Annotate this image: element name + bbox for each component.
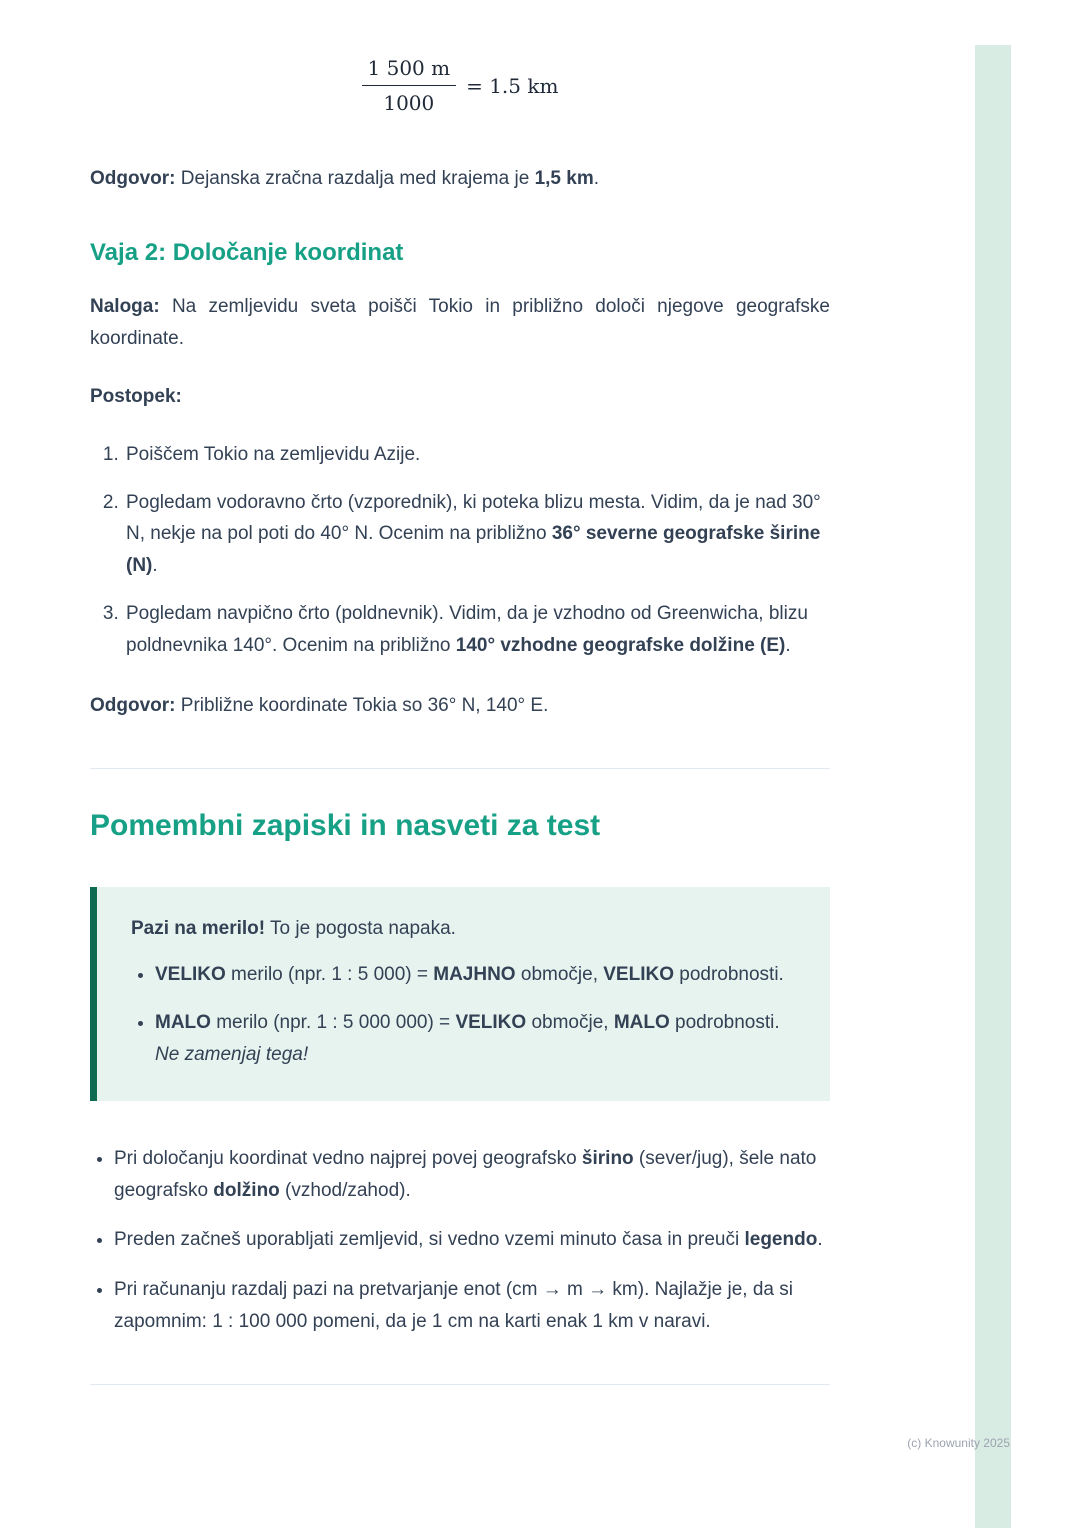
callout-bullet-small-scale: • MALO merilo (npr. 1 : 5 000 000) = VELIKO območje, MALO podrobnosti. Ne zamenjaj tega! [155,1007,800,1071]
exercise-2-task: Naloga: Na zemljevidu sveta poišči Tokio in približno določi njegove geografske koordinate. [90,295,830,349]
section-divider-top [90,768,830,769]
tips-list [90,1143,830,1339]
formula-result: = 1.5 km [466,73,559,98]
fraction-numerator: 1 500 m [362,56,457,86]
answer-paragraph-1: Odgovor: Dejanska zračna razdalja med krajema je 1,5 km. [90,168,599,189]
procedure-steps-list [90,439,830,662]
callout-bullet-large-scale: • VELIKO merilo (npr. 1 : 5 000) = MAJHNO območje, VELIKO podrobnosti. [155,959,800,991]
exercise-2-heading: Vaja 2: Določanje koordinat [90,238,404,266]
procedure-label: Postopek: [90,385,182,407]
copyright-footer: (c) Knowunity 2025 [907,1436,1010,1450]
scale-warning-callout [90,887,830,1101]
fraction [362,56,457,115]
answer-paragraph-2: Odgovor: Približne koordinate Tokia so 36° N, 140° E. [90,695,549,717]
section-divider-bottom [90,1384,830,1385]
formula-row [362,56,559,115]
callout-bullets-list [131,959,800,1071]
tip-unit-conversion: • Pri računanju razdalj pazi na pretvarjanje enot (cm → m → km). Najlažje je, da si zapomnim: 1 : 100 000 pomeni, da je 1 cm na karti enak 1 km v naravi. [114,1274,830,1338]
tip-legend: • Preden začneš uporabljati zemljevid, si vedno vzemi minuto časa in preuči legendo. [114,1224,830,1256]
notes-section-heading: Pomembni zapiski in nasveti za test [90,808,601,842]
procedure-step-3: 3. Pogledam navpično črto (poldnevnik). Vidim, da je vzhodno od Greenwicha, blizu poldnevnika 140°. Ocenim na približno 140° vzhodne geografske dolžine (E). [124,598,830,662]
procedure-step-1: 1. Poiščem Tokio na zemljevidu Azije. [124,439,830,471]
tip-coordinates-order: • Pri določanju koordinat vedno najprej povej geografsko širino (sever/jug), šele nato geografsko dolžino (vzhod/zahod). [114,1143,830,1207]
fraction-denominator: 1000 [383,91,435,115]
right-accent-strip [975,45,1011,1528]
document-content [90,0,830,1385]
math-formula [90,56,830,115]
procedure-step-2: 2. Pogledam vodoravno črto (vzporednik), ki poteka blizu mesta. Vidim, da je nad 30° N, nekje na pol poti do 40° N. Ocenim na približno 36° severne geografske širine (N). [124,487,830,583]
callout-intro: Pazi na merilo! To je pogosta napaka. [131,917,456,939]
